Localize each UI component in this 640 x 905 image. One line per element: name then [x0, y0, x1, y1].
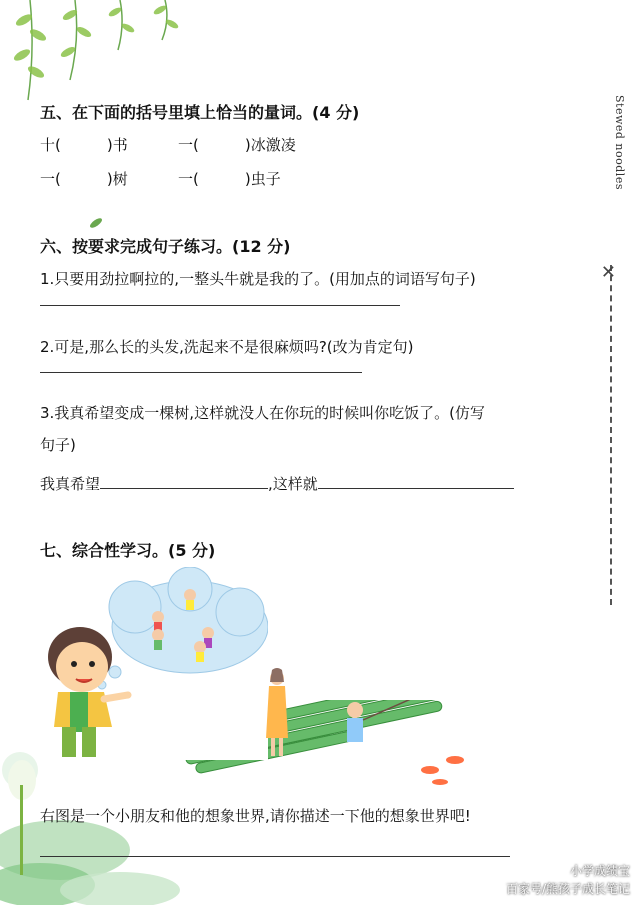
- imitation-prefix: 我真希望: [40, 475, 101, 493]
- measure-item: 一(: [178, 136, 199, 154]
- measure-item: 一(: [178, 170, 199, 188]
- child-illustration: [40, 567, 268, 760]
- answer-line[interactable]: [40, 856, 510, 857]
- section6-question3: 3.我真希望变成一棵树,这样就没人在你玩的时候叫你吃饭了。(仿写: [40, 404, 485, 422]
- section6-imitation-row: [40, 470, 514, 494]
- section7-prompt: 右图是一个小朋友和他的想象世界,请你描述一下他的想象世界吧!: [40, 807, 471, 825]
- cut-dashed-line: [610, 265, 612, 605]
- measure-item: )书: [106, 136, 128, 154]
- section5-row1b: [178, 134, 296, 155]
- measure-item: 十(: [40, 136, 61, 154]
- section6-heading: 六、按要求完成句子练习。(12 分): [40, 237, 291, 256]
- section6-question2: 2.可是,那么长的头发,洗起来不是很麻烦吗?(改为肯定句): [40, 338, 414, 356]
- watermark-source: 百家号/熊孩子成长笔记: [505, 882, 630, 896]
- measure-item: )虫子: [244, 170, 281, 188]
- watermark-brand: 小学成绩宝: [569, 864, 630, 878]
- section5-row2b: [178, 168, 281, 189]
- answer-line[interactable]: [40, 305, 400, 306]
- measure-item: )树: [106, 170, 128, 188]
- child-imagination-picture: [40, 567, 268, 760]
- side-decorative-text: Stewed noodles: [613, 95, 626, 190]
- answer-line[interactable]: [40, 372, 362, 373]
- section5-heading: 五、在下面的括号里填上恰当的量词。(4 分): [40, 103, 360, 122]
- section5-row2: [40, 168, 128, 189]
- leaf-icon: [88, 216, 104, 230]
- section6-question3-cont: 句子): [40, 436, 76, 454]
- section6-question1: 1.只要用劲拉啊拉的,一整头牛就是我的了。(用加点的词语写句子): [40, 270, 476, 288]
- measure-item: 一(: [40, 170, 61, 188]
- girl-figure-illustration: [262, 668, 292, 758]
- measure-item: )冰激凌: [244, 136, 296, 154]
- imitation-middle: ,这样就: [268, 475, 318, 493]
- answer-blank[interactable]: [318, 470, 514, 489]
- answer-blank[interactable]: [100, 470, 268, 489]
- scissors-icon: ✕: [600, 262, 616, 283]
- section7-heading: 七、综合性学习。(5 分): [40, 541, 216, 560]
- hanging-leaves-decoration: [0, 0, 200, 110]
- section5-row1: [40, 134, 128, 155]
